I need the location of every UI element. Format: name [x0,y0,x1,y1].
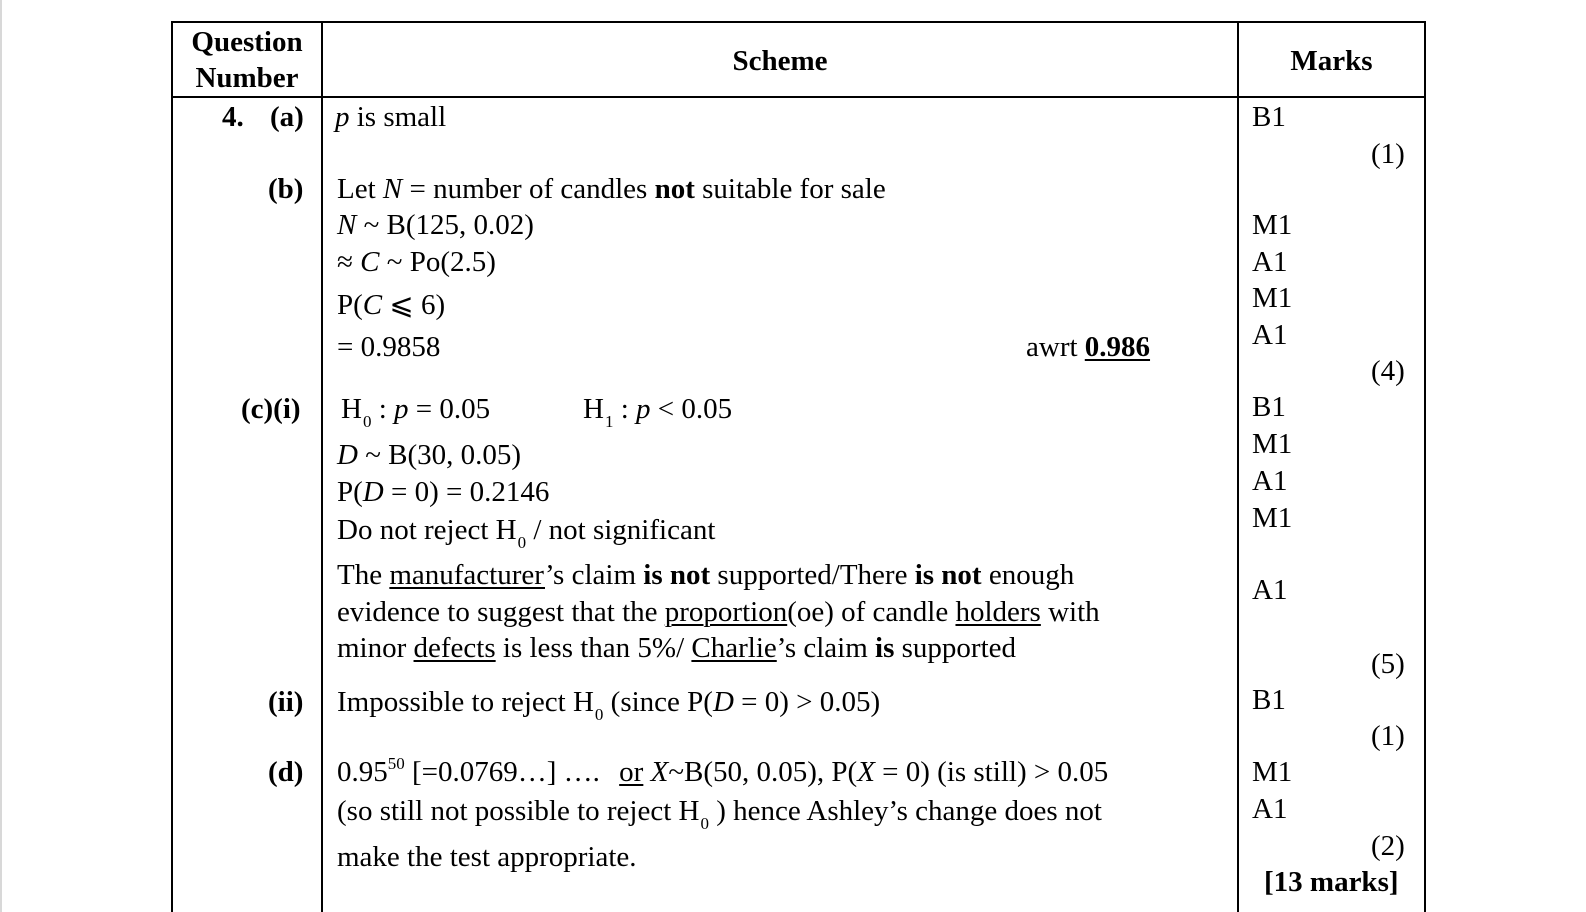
part-b-label: (b) [268,173,304,205]
part-c-h0: $H_0$ : p = 0.05 [341,393,491,431]
part-a-answer: p is small [335,101,447,133]
page-edge [0,0,2,912]
part-c-mark-4: M1 [1252,502,1293,534]
part-b-line-5: = 0.9858 [337,331,441,363]
header-number: Number [195,62,299,94]
part-a-mark: B1 [1252,101,1286,133]
part-b-line-2: N ~ B(125, 0.02) [337,209,534,241]
part-c-ii-mark: B1 [1252,684,1286,716]
part-c-mark-5: A1 [1252,574,1288,606]
part-c-conclusion-line-2: evidence to suggest that the proportion(oe) of candle holders with [337,596,1100,628]
part-c-h1: $H_1$ : p < 0.05 [583,393,733,431]
part-c-i-label: (c)(i) [241,393,301,425]
part-c-conclusion-line-1: The manufacturer’s claim is not supported/There is not enough [337,559,1075,591]
header-marks: Marks [1290,45,1373,77]
part-b-line-3: ≈ C ~ Po(2.5) [337,246,496,278]
part-d-line-3: make the test appropriate. [337,841,637,873]
part-a-total: (1) [1371,138,1405,170]
table-right-border [1424,21,1426,912]
part-d-label: (d) [268,756,304,788]
number-column-divider [321,21,323,912]
part-d-mark-2: A1 [1252,793,1288,825]
part-c-mark-2: M1 [1252,428,1293,460]
marks-column-divider [1237,21,1239,912]
part-b-mark-4: A1 [1252,319,1288,351]
part-b-mark-1: M1 [1252,209,1293,241]
part-c-ii-label: (ii) [268,686,304,718]
part-b-mark-3: M1 [1252,282,1293,314]
part-c-distribution: D ~ B(30, 0.05) [337,439,522,471]
part-d-line-2: (so still not possible to reject $H_0$ ) hence Ashley’s change does not [337,795,1102,833]
table-left-border [171,21,173,912]
part-c-mark-1: B1 [1252,391,1286,423]
part-c-do-not-reject: Do not reject $H_0$ / not significant [337,514,716,552]
part-c-total: (5) [1371,648,1405,680]
part-c-probability: P(D = 0) = 0.2146 [337,476,550,508]
part-b-line-4: P(C ⩽ 6) [337,289,446,321]
part-c-mark-3: A1 [1252,465,1288,497]
grand-total: [13 marks] [1264,866,1399,898]
part-d-mark-1: M1 [1252,756,1293,788]
header-question: Question [191,26,303,58]
header-scheme: Scheme [732,45,828,77]
part-c-ii-answer: Impossible to reject $H_0$ (since P(D = 0) > 0.05) [337,686,881,724]
part-b-total: (4) [1371,355,1405,387]
part-c-ii-total: (1) [1371,720,1405,752]
part-d-total: (2) [1371,830,1405,862]
part-d-line-1: 0.95$^{50}$ [=0.0769…] …. or X~B(50, 0.05), P(X = 0) (is still) > 0.05 [337,754,1109,788]
part-b-mark-2: A1 [1252,246,1288,278]
part-c-conclusion-line-3: minor defects is less than 5%/ Charlie’s claim is supported [337,632,1016,664]
part-b-line-1: Let N = number of candles not suitable for sale [337,173,886,205]
part-b-awrt: awrt 0.986 [1026,331,1151,363]
part-a-label: (a) [270,101,304,133]
question-number: 4. [222,101,244,133]
